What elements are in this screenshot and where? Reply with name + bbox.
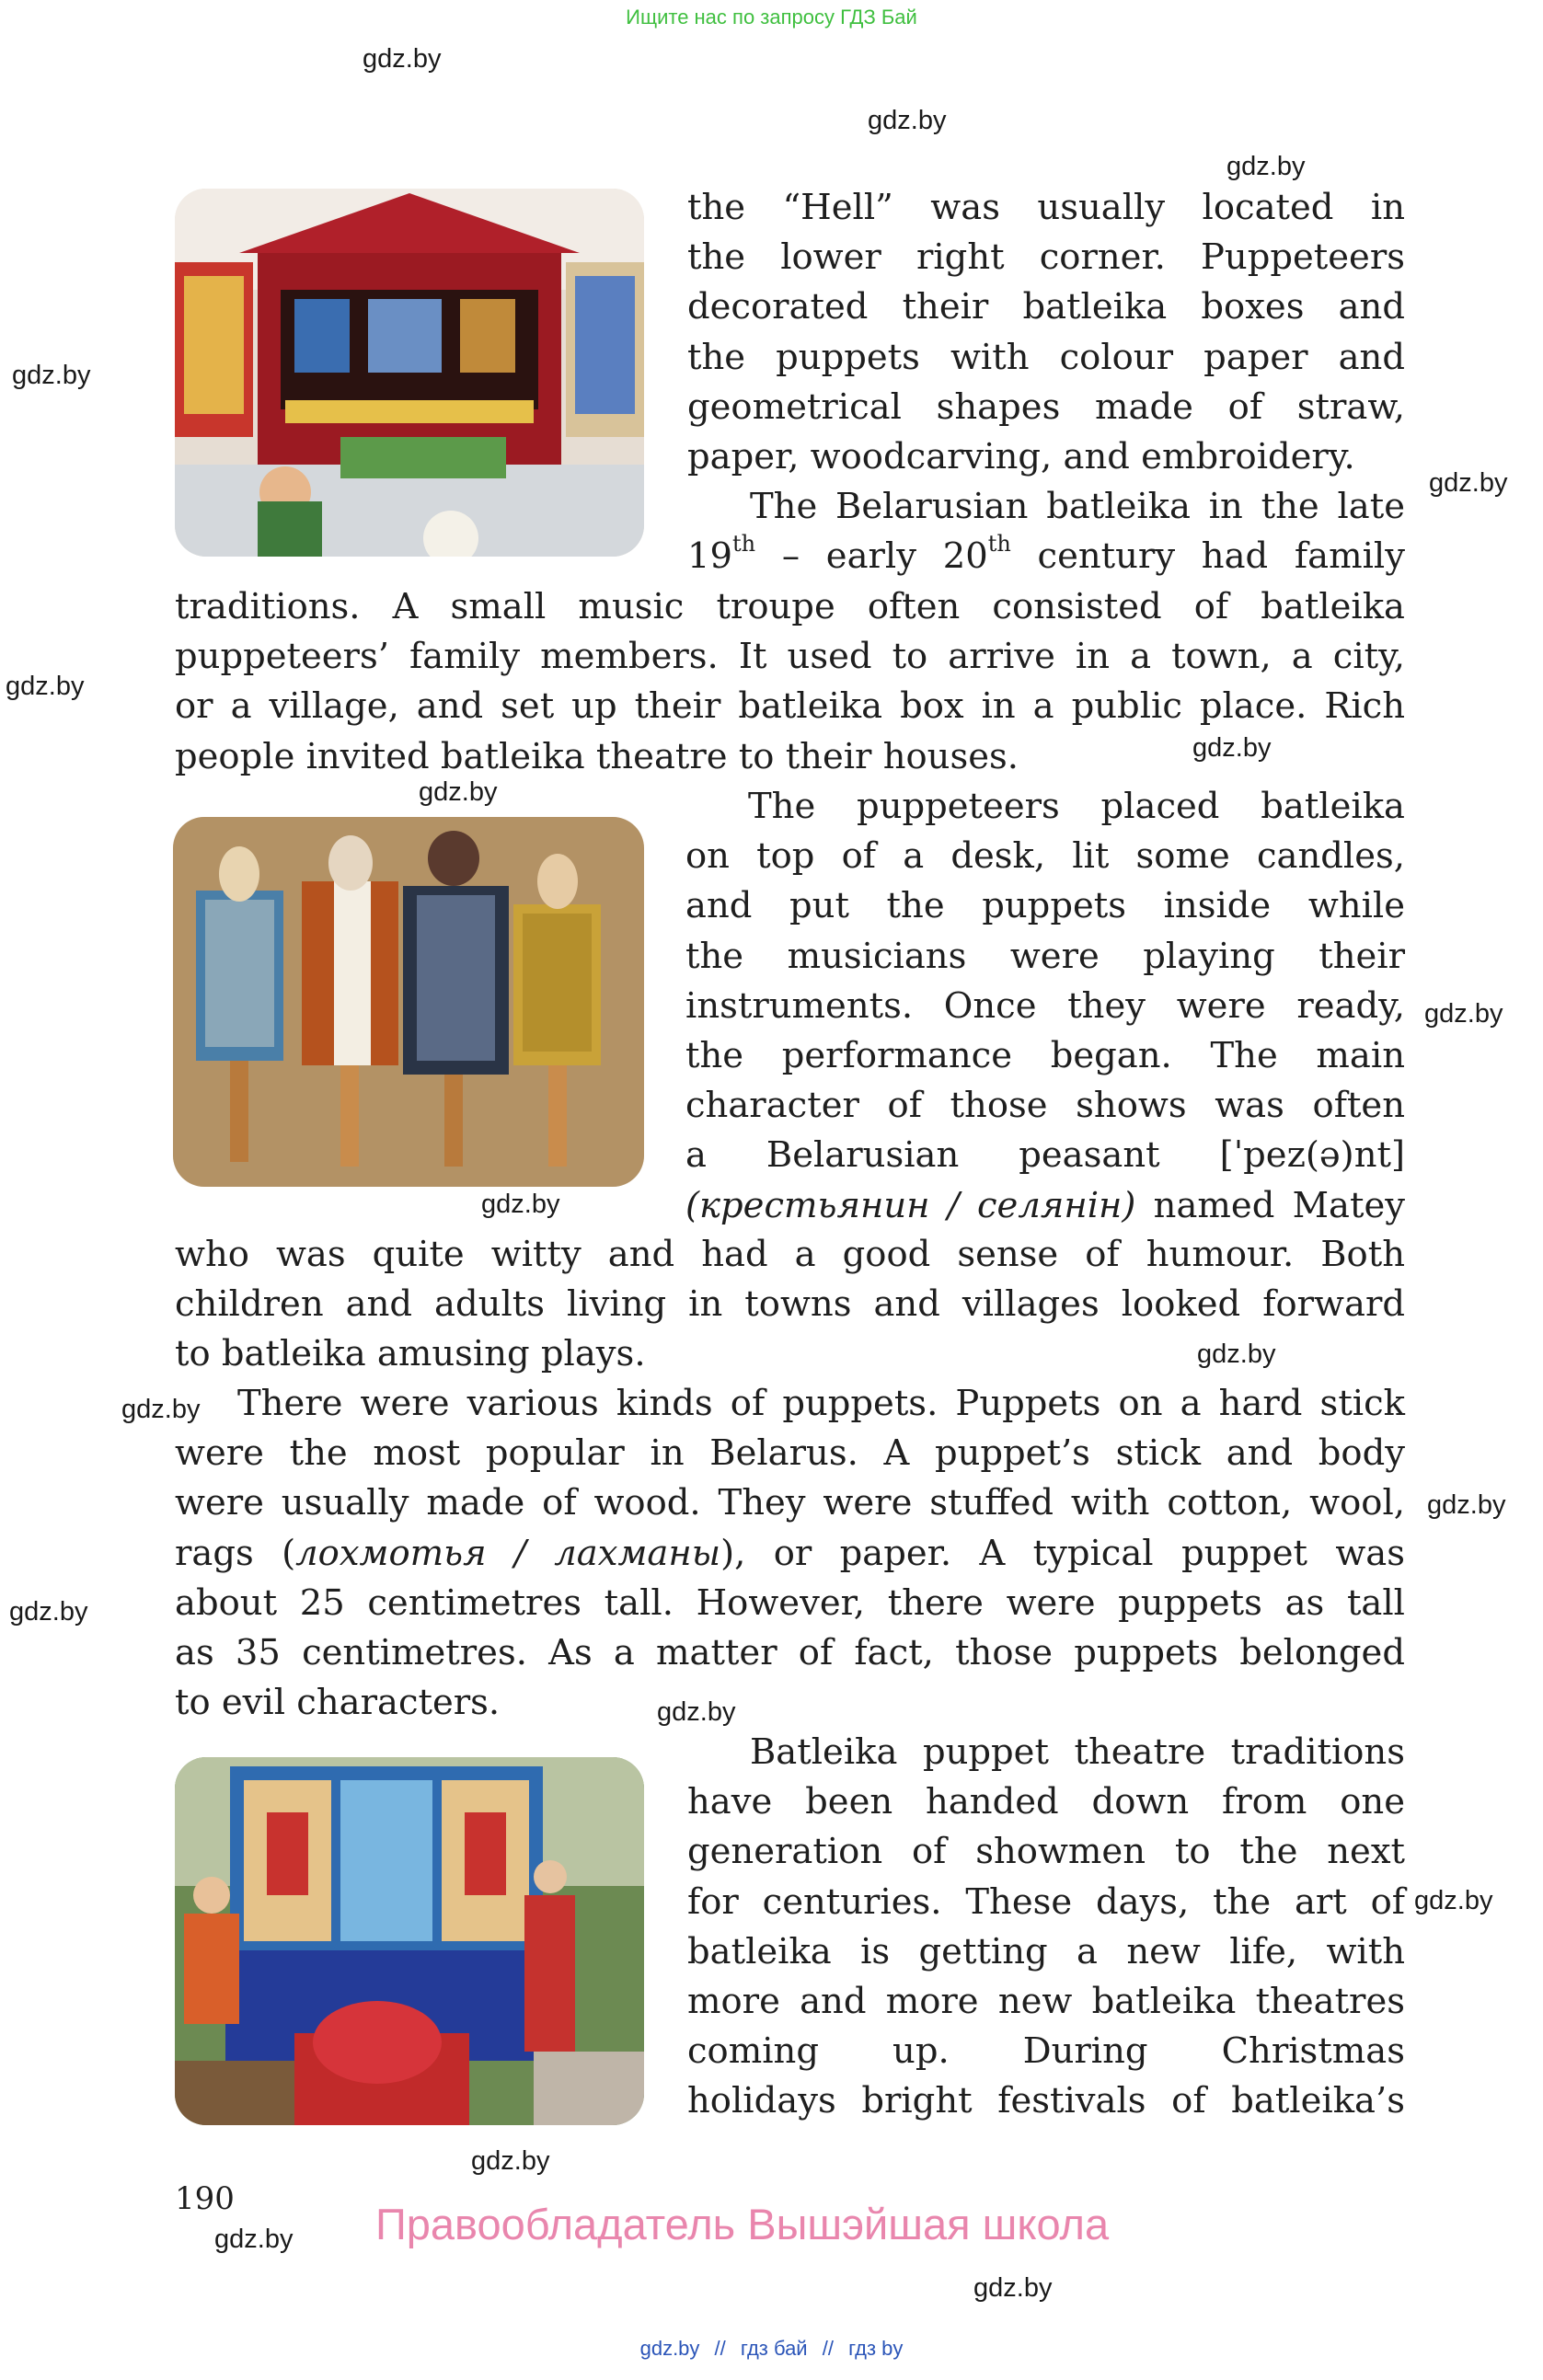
footer-separator: // <box>822 2337 834 2360</box>
text-line: batleika is getting a new life, with <box>687 1930 1405 1972</box>
footer-separator: // <box>714 2337 726 2360</box>
paragraph-1 <box>687 183 1405 482</box>
text-line: the lower right corner. Puppeteers <box>687 236 1405 279</box>
watermark: gdz.by <box>1427 1490 1506 1520</box>
batleika-box-photo <box>175 189 644 557</box>
watermark: gdz.by <box>6 672 85 701</box>
watermark: gdz.by <box>1429 468 1508 498</box>
text-line: the “Hell” was usually located in <box>687 187 1405 228</box>
text-line: and put the puppets inside while <box>685 885 1405 927</box>
watermark: gdz.by <box>214 2225 294 2254</box>
watermark: gdz.by <box>973 2273 1053 2303</box>
text-line: character of those shows was often <box>685 1085 1405 1127</box>
text-line: paper, woodcarving, and embroidery. <box>687 436 1355 478</box>
text-fragment: 19 <box>687 535 732 578</box>
batleika-performance-image <box>175 1757 644 2125</box>
watermark: gdz.by <box>1226 152 1306 181</box>
page-number: 190 <box>175 2180 235 2217</box>
text-line: holidays bright festivals of batleika’s <box>687 2080 1405 2122</box>
text-line: There were various kinds of puppets. Puppets on a hard stick <box>237 1383 1405 1424</box>
text-line: geometrical shapes made of straw, <box>687 385 1405 428</box>
batleika-performance-photo <box>175 1757 644 2125</box>
text-line: people invited batleika theatre to their houses. <box>175 735 1019 777</box>
text-line: generation of showmen to the next <box>687 1831 1405 1873</box>
text-line: coming up. During Christmas <box>687 2030 1405 2073</box>
text-line: puppeteers’ family members. It used to arrive in a town, a city, <box>175 636 1405 678</box>
text-line: about 25 centimetres tall. However, there were puppets as tall <box>175 1581 1405 1624</box>
watermark: gdz.by <box>868 106 947 135</box>
watermark: gdz.by <box>363 44 442 74</box>
text-line: the musicians were playing their <box>685 935 1405 977</box>
text-line <box>175 1529 1405 1579</box>
copyright-notice: Правообладатель Вышэйшая школа <box>375 2200 1110 2248</box>
text-line <box>687 532 1405 581</box>
text-line: to batleika amusing plays. <box>175 1333 646 1375</box>
watermark: gdz.by <box>471 2146 550 2176</box>
text-line: children and adults living in towns and villages looked forward <box>175 1283 1405 1326</box>
footer-link-gdz-by[interactable]: gdz.by <box>639 2337 700 2360</box>
paragraph-3-body <box>175 1230 1405 1380</box>
text-line: traditions. A small music troupe often consisted of batleika <box>175 586 1405 627</box>
superscript: th <box>987 531 1011 558</box>
text-line: The puppeteers placed batleika <box>748 786 1405 827</box>
text-line: Batleika puppet theatre traditions <box>750 1731 1405 1773</box>
text-fragment: ), or paper. A typical puppet was <box>720 1532 1405 1574</box>
text-line: instruments. Once they were ready, <box>685 984 1405 1027</box>
text-line: as 35 centimetres. As a matter of fact, those puppets belonged <box>175 1632 1405 1674</box>
text-line <box>685 1181 1405 1231</box>
watermark: gdz.by <box>419 777 498 807</box>
watermark: gdz.by <box>1197 1339 1276 1369</box>
watermark: gdz.by <box>1192 733 1272 763</box>
top-banner[interactable]: Ищите нас по запросу ГДЗ Бай <box>626 6 917 29</box>
watermark: gdz.by <box>1414 1886 1493 1915</box>
footer-link-gdz-by-cyr[interactable]: гдз by <box>848 2337 904 2360</box>
text-line: were usually made of wood. They were stuffed with cotton, wool, <box>175 1482 1405 1524</box>
stick-puppets-photo <box>173 817 644 1187</box>
watermark: gdz.by <box>481 1190 560 1219</box>
paragraph-3-head <box>685 782 1405 1231</box>
text-line: were the most popular in Belarus. A puppet’s stick and body <box>175 1432 1405 1475</box>
stick-puppets-image <box>173 817 644 1187</box>
footer-links <box>0 2337 1543 2361</box>
footer-link-gdz-bai[interactable]: гдз бай <box>740 2337 808 2360</box>
text-fragment: rags ( <box>175 1532 296 1574</box>
text-line: on top of a desk, lit some candles, <box>685 835 1405 878</box>
russian-translation: лохмотья / лахманы <box>295 1532 721 1574</box>
text-fragment: named Matey <box>1135 1184 1405 1226</box>
paragraph-5 <box>687 1728 1405 2127</box>
text-line: or a village, and set up their batleika box in a public place. Rich <box>175 685 1405 728</box>
batleika-box-image <box>175 189 644 557</box>
superscript: th <box>732 531 756 558</box>
text-line: have been handed down from one <box>687 1781 1405 1823</box>
text-line: to evil characters. <box>175 1682 501 1724</box>
paragraph-2-head <box>687 482 1405 581</box>
paragraph-2-body <box>175 582 1405 782</box>
watermark: gdz.by <box>657 1697 736 1727</box>
text-line: who was quite witty and had a good sense of humour. Both <box>175 1234 1405 1275</box>
paragraph-4 <box>175 1379 1405 1728</box>
text-fragment: – early 20 <box>755 535 988 578</box>
watermark: gdz.by <box>1424 999 1503 1029</box>
watermark: gdz.by <box>12 361 91 390</box>
watermark: gdz.by <box>9 1597 88 1627</box>
text-line: the performance began. The main <box>685 1035 1405 1077</box>
text-line: The Belarusian batleika in the late <box>750 486 1405 527</box>
text-line: more and more new batleika theatres <box>687 1981 1405 2023</box>
text-line: a Belarusian peasant [ˈpez(ə)nt] <box>685 1134 1405 1177</box>
text-fragment: century had family <box>1010 535 1405 578</box>
watermark: gdz.by <box>121 1395 201 1424</box>
text-line: decorated their batleika boxes and <box>687 286 1405 328</box>
russian-translation: (крестьянин / селянін) <box>685 1184 1136 1226</box>
text-line: the puppets with colour paper and <box>687 336 1405 378</box>
text-line: for centuries. These days, the art of <box>687 1880 1405 1923</box>
